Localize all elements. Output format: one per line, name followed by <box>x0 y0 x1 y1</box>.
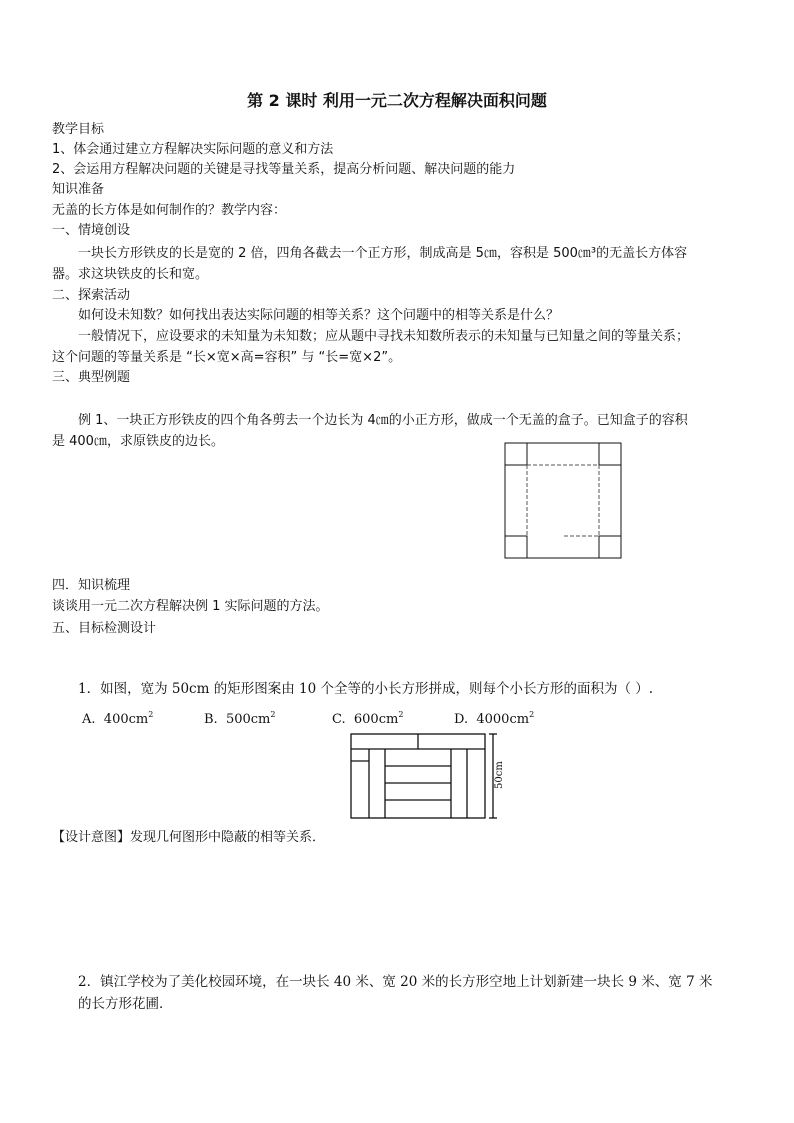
section4-heading: 四．知识梳理 <box>52 578 131 593</box>
section1-heading: 一、情境创设 <box>52 223 131 238</box>
section1-paragraph-line1: 一块长方形铁皮的长是宽的 2 倍，四角各截去一个正方形，制成高是 5㎝，容积是 500㎝³的无盖长方体容 <box>78 246 688 261</box>
option-b: B. $500cm^2$ <box>204 710 276 727</box>
section2-paragraph-line2: 这个问题的等量关系是 “长×宽×高=容积” 与 “长=宽×2”。 <box>52 350 402 365</box>
prep-heading: 知识准备 <box>52 182 105 197</box>
corner-square-top-right <box>599 443 621 465</box>
section1-paragraph-line2: 器。求这块铁皮的长和宽。 <box>52 267 209 282</box>
question1-text: 1．如图，宽为 50cm 的矩形图案由 10 个全等的小长方形拼成，则每个小长方形的面积为（ ）. <box>78 681 654 697</box>
example1-line1: 例 1、一块正方形铁皮的四个角各剪去一个边长为 4㎝的小正方形，做成一个无盖的盒子。已知盒子的容积 <box>78 413 688 428</box>
corner-square-bottom-left <box>505 536 527 558</box>
section2-question: 如何设未知数？如何找出表达实际问题的相等关系？这个问题中的相等关系是什么？ <box>78 308 560 323</box>
section3-heading: 三、典型例题 <box>52 370 131 385</box>
question2-line1: 2．镇江学校为了美化校园环境，在一块长 40 米、宽 20 米的长方形空地上计划新建一块长 9 米、宽 7 米 <box>78 974 713 990</box>
section2-paragraph-line1: 一般情况下，应设要求的未知量为未知数；应从题中寻找未知数所表示的未知量与已知量之间的等量关系； <box>78 329 690 344</box>
corner-square-bottom-right <box>599 536 621 558</box>
dimension-label-50cm: 50cm <box>494 761 505 789</box>
rectangle-pattern-figure <box>350 733 510 823</box>
section4-text: 谈谈用一元二次方程解决例 1 实际问题的方法。 <box>52 599 329 614</box>
design-intent: 【设计意图】发现几何图形中隐蔽的相等关系． <box>52 830 326 845</box>
box-net-figure <box>504 442 624 560</box>
section5-heading: 五、目标检测设计 <box>52 621 157 636</box>
option-d: D. $4000cm^2$ <box>454 710 535 727</box>
prep-text: 无盖的长方体是如何制作的？教学内容： <box>52 203 287 218</box>
option-a: A. $400cm^2$ <box>82 710 154 727</box>
example1-line2: 是 400㎝，求原铁皮的边长。 <box>52 434 224 449</box>
objective-2: 2、会运用方程解决问题的关键是寻找等量关系，提高分析问题、解决问题的能力 <box>52 162 516 177</box>
page-title: 第 2 课时 利用一元二次方程解决面积问题 <box>247 91 547 110</box>
question2-line2: 的长方形花圃． <box>78 996 173 1012</box>
objective-1: 1、体会通过建立方程解决实际问题的意义和方法 <box>52 142 334 157</box>
objectives-heading: 教学目标 <box>52 122 105 137</box>
corner-square-top-left <box>505 443 527 465</box>
section2-heading: 二、探索活动 <box>52 288 131 303</box>
option-c: C. $600cm^2$ <box>332 710 404 727</box>
